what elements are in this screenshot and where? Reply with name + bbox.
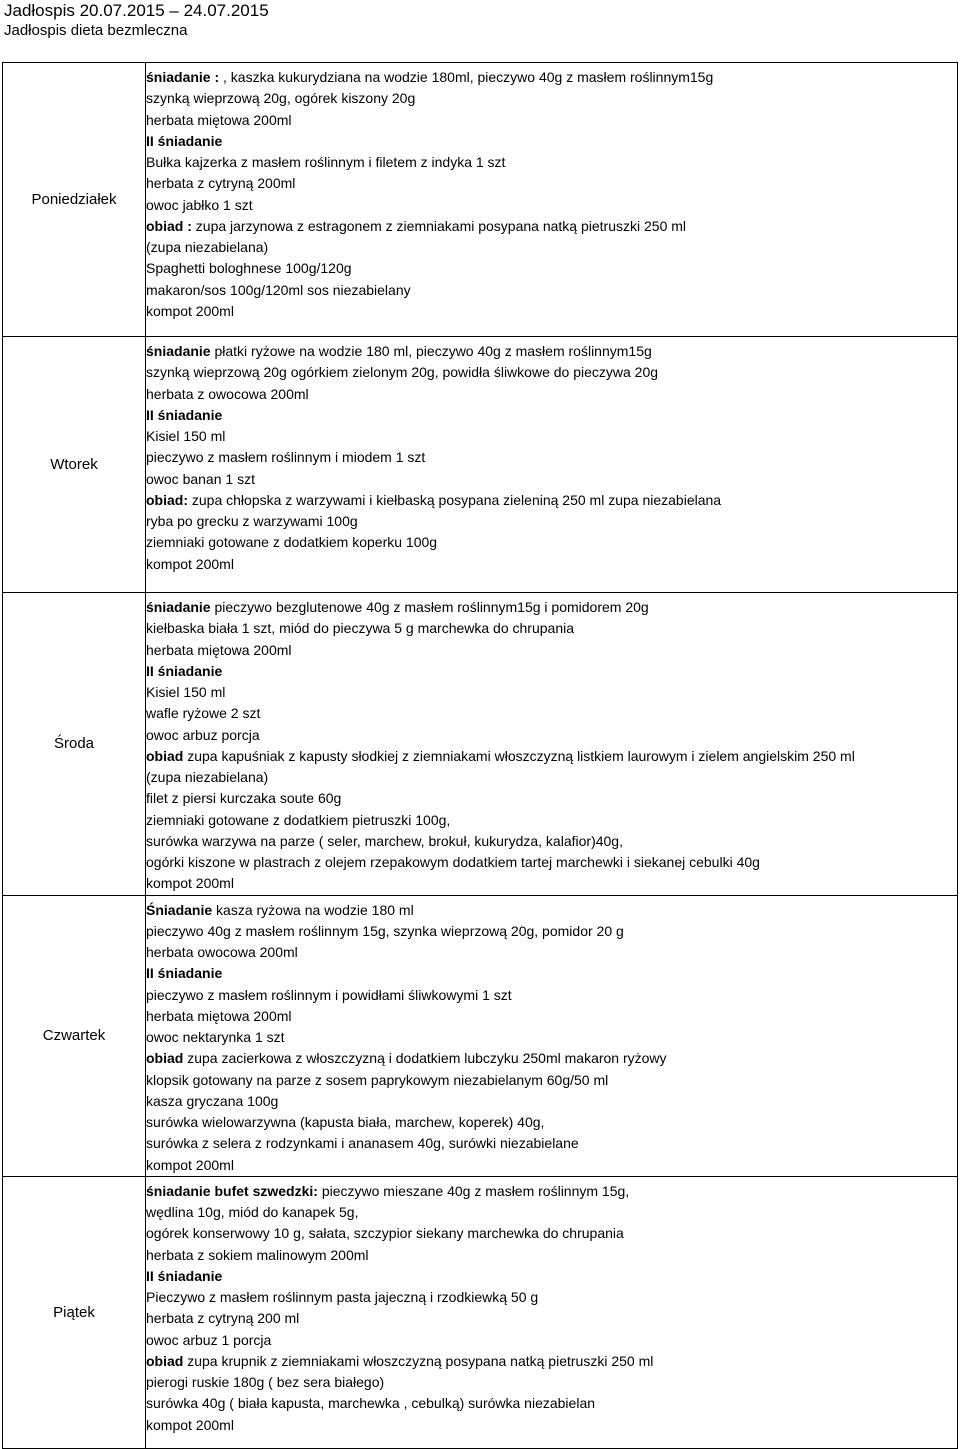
meal-text: zupa zacierkowa z włoszczyzną i dodatkiem lubczyku 250ml makaron ryżowy bbox=[187, 1050, 667, 1067]
meal-text: zupa jarzynowa z estragonem z ziemniakami posypana natką pietruszki 250 ml bbox=[195, 217, 687, 234]
meal-text: kasza gryczana 100g bbox=[146, 1092, 279, 1109]
meal-text: szynką wieprzową 20g, ogórek kiszony 20g bbox=[146, 90, 416, 107]
meal-text: makaron/sos 100g/120ml sos niezabielany bbox=[146, 281, 411, 298]
meal-text: surówka wielowarzywna (kapusta biała, marchew, koperek) 40g, bbox=[146, 1114, 545, 1130]
menu-line bbox=[146, 831, 957, 852]
menu-line bbox=[146, 469, 957, 490]
menu-line bbox=[146, 1181, 957, 1202]
day-row-czwartek bbox=[3, 895, 958, 1176]
menu-line bbox=[146, 1245, 957, 1266]
menu-line bbox=[146, 746, 957, 767]
meal-label: śniadanie bbox=[146, 599, 215, 615]
meal-label: II śniadanie bbox=[146, 406, 223, 423]
menu-line bbox=[146, 1112, 957, 1133]
menu-line bbox=[146, 725, 957, 746]
menu-line bbox=[146, 216, 957, 237]
menu-line bbox=[146, 1223, 957, 1244]
meal-text: herbata miętowa 200ml bbox=[146, 111, 292, 128]
menu-line bbox=[146, 341, 957, 362]
meal-text: płatki ryżowe na wodzie 180 ml, pieczywo 40g z masłem roślinnym15g bbox=[214, 343, 652, 359]
day-menu bbox=[146, 337, 958, 593]
meal-text: herbata miętowa 200ml bbox=[146, 641, 292, 658]
menu-line bbox=[146, 152, 957, 173]
menu-line bbox=[146, 195, 957, 216]
meal-text: wędlina 10g, miód do kanapek 5g, bbox=[146, 1204, 359, 1220]
menu-line bbox=[146, 511, 957, 532]
menu-line bbox=[146, 280, 957, 301]
meal-text: Kisiel 150 ml bbox=[146, 428, 226, 444]
meal-text: ziemniaki gotowane z dodatkiem koperku 100g bbox=[146, 534, 438, 551]
menu-line bbox=[146, 1372, 957, 1393]
meal-text: szynką wieprzową 20g ogórkiem zielonym 20g, powidła śliwkowe do pieczywa 20g bbox=[146, 364, 659, 381]
meal-text: pieczywo z masłem roślinnym i powidłami śliwkowymi 1 szt bbox=[146, 986, 512, 1003]
menu-line bbox=[146, 661, 957, 682]
day-name: Wtorek bbox=[3, 337, 146, 593]
menu-line bbox=[146, 447, 957, 468]
menu-line bbox=[146, 1415, 957, 1436]
menu-line bbox=[146, 1330, 957, 1351]
day-name: Czwartek bbox=[3, 895, 146, 1176]
menu-line bbox=[146, 873, 957, 894]
menu-line bbox=[146, 1048, 957, 1069]
menu-line bbox=[146, 921, 957, 942]
meal-label: II śniadanie bbox=[146, 132, 223, 149]
meal-text: zupa krupnik z ziemniakami włoszczyzną posypana natką pietruszki 250 ml bbox=[187, 1352, 654, 1369]
menu-line bbox=[146, 640, 957, 661]
menu-line bbox=[146, 88, 957, 109]
meal-text: herbata miętowa 200ml bbox=[146, 1007, 292, 1024]
menu-line bbox=[146, 810, 957, 831]
menu-line bbox=[146, 963, 957, 984]
menu-line bbox=[146, 1393, 957, 1414]
meal-label: II śniadanie bbox=[146, 662, 223, 679]
meal-label: śniadanie bufet szwedzki: bbox=[146, 1182, 322, 1199]
document-header bbox=[4, 0, 269, 41]
menu-line bbox=[146, 173, 957, 194]
meal-label: śniadanie bbox=[146, 343, 215, 359]
menu-line bbox=[146, 1308, 957, 1329]
menu-line bbox=[146, 384, 957, 405]
meal-text: owoc nektarynka 1 szt bbox=[146, 1029, 285, 1045]
meal-text: , kaszka kukurydziana na wodzie 180ml, pieczywo 40g z masłem roślinnym15g bbox=[223, 69, 714, 85]
meal-text: herbata z sokiem malinowym 200ml bbox=[146, 1246, 369, 1263]
day-row-sroda bbox=[3, 593, 958, 896]
meal-text: owoc banan 1 szt bbox=[146, 470, 255, 487]
meal-text: (zupa niezabielana) bbox=[146, 769, 269, 785]
meal-text: filet z piersi kurczaka soute 60g bbox=[146, 790, 342, 807]
menu-line bbox=[146, 1006, 957, 1027]
meal-text: herbata z cytryną 200 ml bbox=[146, 1310, 300, 1327]
meal-text: kompot 200ml bbox=[146, 302, 234, 319]
meal-text: ogórek konserwowy 10 g, sałata, szczypior siekany marchewka do chrupania bbox=[146, 1225, 624, 1242]
menu-line bbox=[146, 1266, 957, 1287]
meal-label: obiad bbox=[146, 1352, 188, 1369]
menu-line bbox=[146, 682, 957, 703]
menu-line bbox=[146, 1155, 957, 1176]
menu-line bbox=[146, 1091, 957, 1112]
meal-text: zupa kapuśniak z kapusty słodkiej z ziemniakami włoszczyzną listkiem laurowym i zielem angielskim 250 ml bbox=[187, 747, 855, 764]
menu-line bbox=[146, 405, 957, 426]
meal-text: ziemniaki gotowane z dodatkiem pietruszki 100g, bbox=[146, 811, 451, 828]
meal-label: II śniadanie bbox=[146, 1267, 223, 1284]
meal-text: Kisiel 150 ml bbox=[146, 684, 226, 700]
meal-text: kompot 200ml bbox=[146, 1416, 234, 1433]
meal-text: owoc jabłko 1 szt bbox=[146, 196, 253, 213]
menu-line bbox=[146, 618, 957, 639]
menu-line bbox=[146, 1287, 957, 1308]
menu-line bbox=[146, 67, 957, 88]
meal-text: kasza ryżowa na wodzie 180 ml bbox=[216, 901, 414, 918]
meal-label: obiad: bbox=[146, 491, 192, 508]
meal-text: surówka warzywa na parze ( seler, marchew, brokuł, kukurydza, kalafior)40g, bbox=[146, 832, 623, 849]
menu-line bbox=[146, 110, 957, 131]
day-name: Poniedziałek bbox=[3, 63, 146, 337]
meal-label: II śniadanie bbox=[146, 965, 223, 982]
day-row-poniedzialek bbox=[3, 63, 958, 337]
meal-text: klopsik gotowany na parze z sosem paprykowym niezabielanym 60g/50 ml bbox=[146, 1071, 609, 1088]
menu-line bbox=[146, 985, 957, 1006]
menu-line bbox=[146, 1027, 957, 1048]
day-row-wtorek bbox=[3, 337, 958, 593]
meal-text: herbata owocowa 200ml bbox=[146, 944, 298, 960]
meal-label: obiad : bbox=[146, 217, 196, 234]
meal-text: surówka 40g ( biała kapusta, marchewka , cebulką) surówka niezabielan bbox=[146, 1395, 596, 1412]
meal-text: wafle ryżowe 2 szt bbox=[146, 705, 261, 722]
meal-text: ryba po grecku z warzywami 100g bbox=[146, 513, 358, 529]
menu-line bbox=[146, 703, 957, 724]
day-name: Środa bbox=[3, 593, 146, 896]
meal-text: pieczywo mieszane 40g z masłem roślinnym 15g, bbox=[321, 1182, 630, 1199]
menu-line bbox=[146, 1070, 957, 1091]
menu-line bbox=[146, 852, 957, 873]
day-menu bbox=[146, 63, 958, 337]
meal-text: kiełbaska biała 1 szt, miód do pieczywa 5 g marchewka do chrupania bbox=[146, 620, 575, 637]
meal-text: herbata z cytryną 200ml bbox=[146, 175, 296, 192]
menu-line bbox=[146, 1202, 957, 1223]
day-menu bbox=[146, 593, 958, 896]
meal-text: owoc arbuz 1 porcja bbox=[146, 1331, 272, 1348]
meal-text: ogórki kiszone w plastrach z olejem rzepakowym dodatkiem tartej marchewki i siekanej cebulki 40g bbox=[146, 854, 760, 870]
meal-text: surówka z selera z rodzynkami i ananasem 40g, surówki niezabielane bbox=[146, 1135, 579, 1152]
menu-line bbox=[146, 490, 957, 511]
meal-text: kompot 200ml bbox=[146, 1156, 234, 1173]
meal-label: śniadanie : bbox=[146, 69, 224, 85]
day-row-piatek bbox=[3, 1176, 958, 1448]
meal-text: herbata z owocowa 200ml bbox=[146, 385, 309, 402]
page-subtitle: Jadłospis dieta bezmleczna bbox=[4, 22, 188, 39]
page-title: Jadłospis 20.07.2015 – 24.07.2015 bbox=[4, 1, 269, 20]
menu-line bbox=[146, 131, 957, 152]
meal-text: pieczywo bezglutenowe 40g z masłem roślinnym15g i pomidorem 20g bbox=[214, 599, 649, 615]
meal-text: zupa chłopska z warzywami i kiełbaską posypana zieleniną 250 ml zupa niezabielana bbox=[191, 491, 722, 508]
menu-line bbox=[146, 258, 957, 279]
menu-line bbox=[146, 554, 957, 575]
menu-line bbox=[146, 1351, 957, 1372]
meal-text: pieczywo 40g z masłem roślinnym 15g, szynka wieprzową 20g, pomidor 20 g bbox=[146, 922, 624, 939]
day-name: Piątek bbox=[3, 1176, 146, 1448]
meal-text: kompot 200ml bbox=[146, 555, 234, 572]
menu-line bbox=[146, 237, 957, 258]
meal-text: (zupa niezabielana) bbox=[146, 239, 269, 255]
menu-line bbox=[146, 942, 957, 963]
day-menu bbox=[146, 1176, 958, 1448]
meal-label: obiad bbox=[146, 747, 188, 764]
menu-line bbox=[146, 426, 957, 447]
menu-line bbox=[146, 788, 957, 809]
menu-line bbox=[146, 362, 957, 383]
meal-label: obiad bbox=[146, 1050, 188, 1067]
menu-line bbox=[146, 900, 957, 921]
day-menu bbox=[146, 895, 958, 1176]
meal-text: pieczywo z masłem roślinnym i miodem 1 szt bbox=[146, 449, 426, 466]
meal-text: owoc arbuz porcja bbox=[146, 726, 260, 743]
menu-table bbox=[2, 62, 958, 1449]
menu-line bbox=[146, 767, 957, 788]
menu-line bbox=[146, 301, 957, 322]
meal-text: pierogi ruskie 180g ( bez sera białego) bbox=[146, 1374, 385, 1390]
menu-line bbox=[146, 597, 957, 618]
menu-table-body bbox=[3, 63, 958, 1449]
menu-line bbox=[146, 532, 957, 553]
meal-text: Spaghetti bologhnese 100g/120g bbox=[146, 260, 352, 277]
meal-label: Śniadanie bbox=[146, 901, 217, 918]
meal-text: kompot 200ml bbox=[146, 875, 234, 892]
menu-line bbox=[146, 1133, 957, 1154]
meal-text: Bułka kajzerka z masłem roślinnym i filetem z indyka 1 szt bbox=[146, 154, 506, 170]
meal-text: Pieczywo z masłem roślinnym pasta jajeczną i rzodkiewką 50 g bbox=[146, 1289, 539, 1305]
